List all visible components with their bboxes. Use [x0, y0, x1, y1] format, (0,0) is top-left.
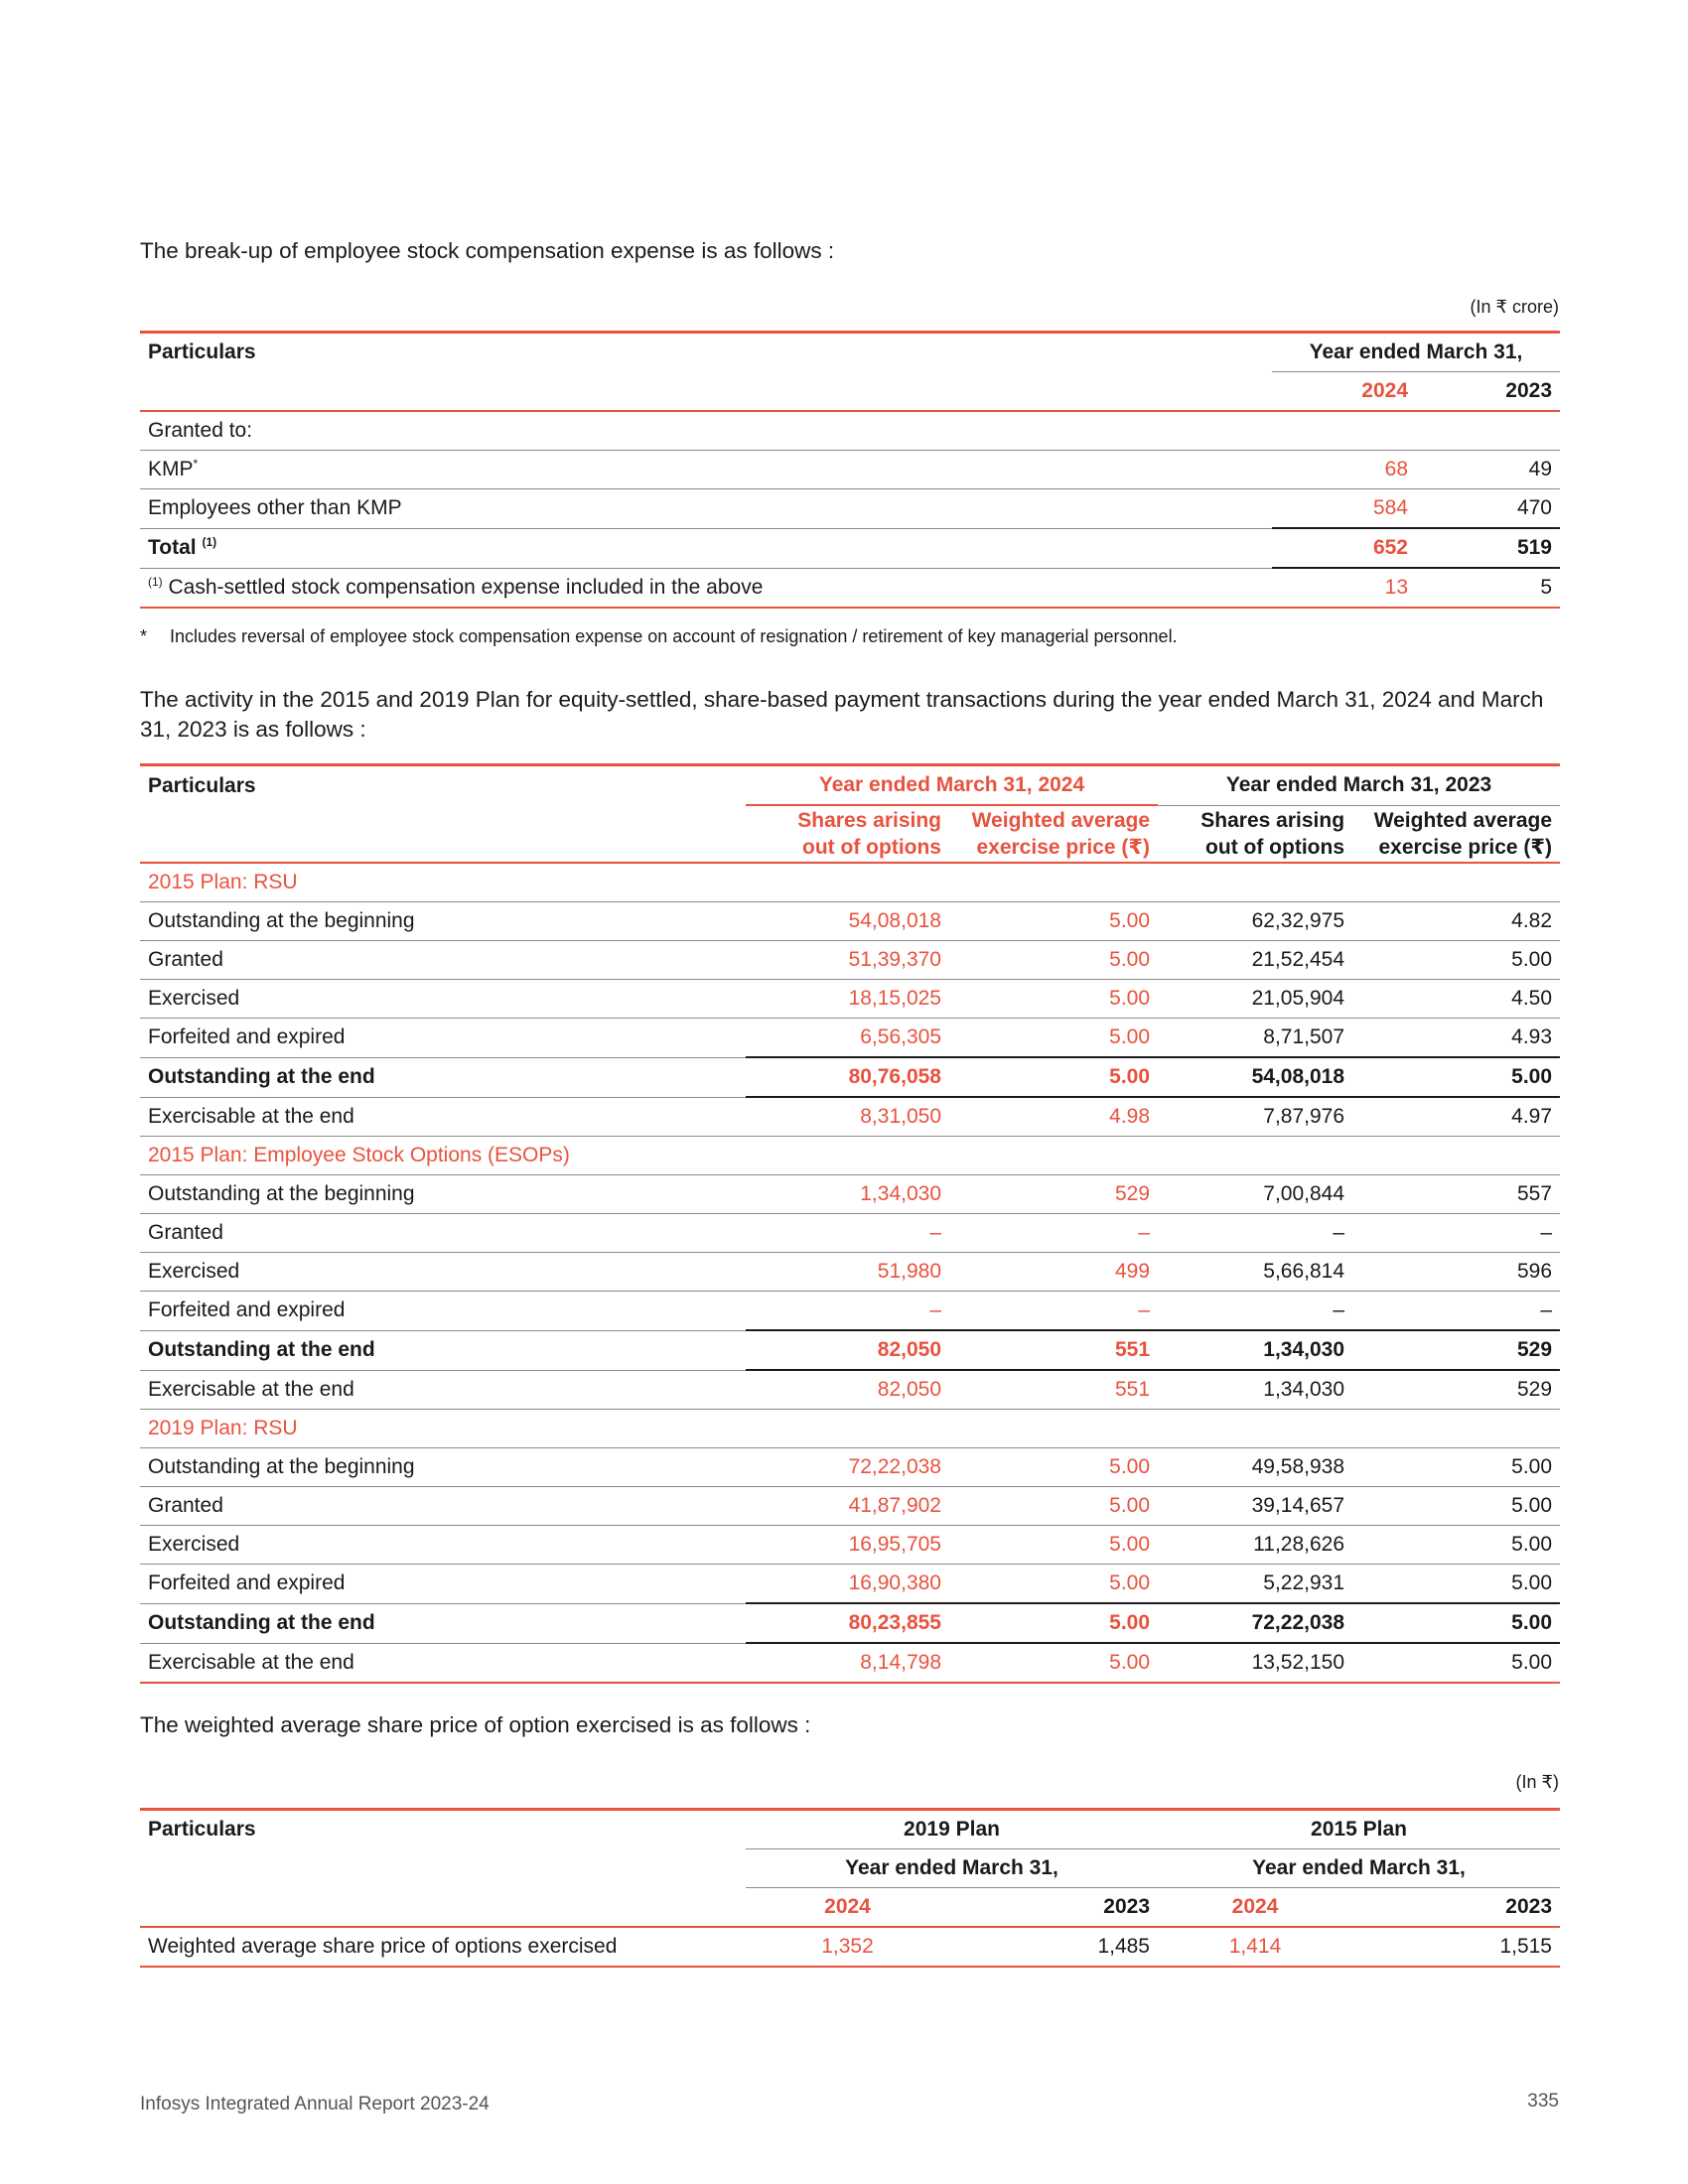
report-title-footer: Infosys Integrated Annual Report 2023-24 — [140, 2094, 490, 2115]
price-2024-value: 5.00 — [949, 1565, 1158, 1604]
total-row — [140, 1057, 1560, 1097]
row-label: Granted — [140, 941, 746, 980]
price-2024-value: 5.00 — [949, 980, 1158, 1019]
table-header-row — [140, 333, 1560, 372]
plan-2019-header: 2019 Plan — [746, 1810, 1158, 1849]
table-row — [140, 980, 1560, 1019]
plan-2015-header: 2015 Plan — [1158, 1810, 1560, 1849]
table-row — [140, 941, 1560, 980]
price-2023-value: 5.00 — [1352, 1057, 1560, 1097]
row-label: Granted — [140, 1214, 746, 1253]
footnote-marker: (1) — [202, 535, 217, 549]
shares-2023-value: 21,05,904 — [1158, 980, 1352, 1019]
price-2023-value: 5.00 — [1352, 1603, 1560, 1643]
particulars-header: Particulars — [140, 333, 1272, 372]
shares-2023-value: 11,28,626 — [1158, 1526, 1352, 1565]
price-2024-header: Weighted average exercise price (₹) — [949, 805, 1158, 863]
shares-2024-value: – — [746, 1292, 949, 1331]
price-2024-value: 5.00 — [949, 902, 1158, 941]
footnote-marker: (1) — [148, 574, 163, 589]
total-row — [140, 1603, 1560, 1643]
shares-2024-value: 18,15,025 — [746, 980, 949, 1019]
row-label: Forfeited and expired — [140, 1565, 746, 1604]
shares-2024-header: Shares arising out of options — [746, 805, 949, 863]
shares-2023-value: 13,52,150 — [1158, 1643, 1352, 1683]
shares-2023-header: Shares arising out of options — [1158, 805, 1352, 863]
year-group-header: Year ended March 31, — [1272, 333, 1560, 372]
year-2024-header: 2024 — [1272, 372, 1416, 412]
footnote: * Includes reversal of employee stock compensation expense on account of resignation / retirement of key managerial personnel. — [140, 626, 1178, 646]
price-2023-value: 4.93 — [1352, 1019, 1560, 1058]
value-2023: 5 — [1416, 568, 1560, 608]
price-2024-value: 5.00 — [949, 1019, 1158, 1058]
stock-comp-intro: The break-up of employee stock compensation expense is as follows : — [140, 238, 835, 263]
particulars-header: Particulars — [140, 1810, 746, 1849]
table-row — [140, 1448, 1560, 1487]
plan-section-title: 2015 Plan: Employee Stock Options (ESOPs) — [140, 1137, 1560, 1175]
row-label: Exercised — [140, 1526, 746, 1565]
price-2024-value: 5.00 — [949, 1487, 1158, 1526]
total-row — [140, 1330, 1560, 1370]
price-2023-value: 5.00 — [1352, 941, 1560, 980]
price-2024-value: 5.00 — [949, 1057, 1158, 1097]
row-label: Exercised — [140, 1253, 746, 1292]
value-2024: 13 — [1272, 568, 1416, 608]
year-2023-header: 2023 — [1352, 1888, 1560, 1928]
price-2024-value: – — [949, 1292, 1158, 1331]
shares-2024-value: 80,76,058 — [746, 1057, 949, 1097]
shares-2024-value: 16,95,705 — [746, 1526, 949, 1565]
total-label: Total $^{(1)}$ — [140, 528, 1272, 568]
row-label: Outstanding at the end — [140, 1057, 746, 1097]
price-2023-value: 5.00 — [1352, 1526, 1560, 1565]
value-2023: 470 — [1416, 489, 1560, 529]
shares-2024-value: 51,980 — [746, 1253, 949, 1292]
share-price-intro: The weighted average share price of option exercised is as follows : — [140, 1712, 811, 1737]
plan-section-title: 2019 Plan: RSU — [140, 1410, 1560, 1448]
total-row — [140, 528, 1560, 568]
shares-2023-value: 1,34,030 — [1158, 1370, 1352, 1410]
price-2023-value: 557 — [1352, 1175, 1560, 1214]
shares-2023-value: 21,52,454 — [1158, 941, 1352, 980]
shares-2024-value: 1,34,030 — [746, 1175, 949, 1214]
shares-2024-value: 8,31,050 — [746, 1097, 949, 1137]
price-2023-value: 4.82 — [1352, 902, 1560, 941]
shares-2023-value: 54,08,018 — [1158, 1057, 1352, 1097]
shares-2023-value: 49,58,938 — [1158, 1448, 1352, 1487]
shares-2024-value: 16,90,380 — [746, 1565, 949, 1604]
row-label: Weighted average share price of options exercised — [140, 1927, 746, 1967]
table-row — [140, 451, 1560, 489]
table-header-row — [140, 372, 1560, 412]
total-2024: 652 — [1272, 528, 1416, 568]
price-2023-value: 529 — [1352, 1330, 1560, 1370]
price-2023-value: 596 — [1352, 1253, 1560, 1292]
table-row — [140, 902, 1560, 941]
year-2023-group-header: Year ended March 31, 2023 — [1158, 765, 1560, 806]
row-label: Employees other than KMP — [140, 489, 1272, 529]
shares-2024-value: 80,23,855 — [746, 1603, 949, 1643]
price-2024-value: 4.98 — [949, 1097, 1158, 1137]
price-2023-header: Weighted average exercise price (₹) — [1352, 805, 1560, 863]
shares-2023-value: 7,87,976 — [1158, 1097, 1352, 1137]
row-label: Outstanding at the end — [140, 1330, 746, 1370]
table-row — [140, 1370, 1560, 1410]
price-2024-value: 529 — [949, 1175, 1158, 1214]
price-2024-value: 551 — [949, 1330, 1158, 1370]
shares-2023-value: 8,71,507 — [1158, 1019, 1352, 1058]
plan-section-title: 2015 Plan: RSU — [140, 863, 1560, 902]
year-group-header: Year ended March 31, — [1158, 1849, 1560, 1888]
plan-2019-2023-value: 1,485 — [949, 1927, 1158, 1967]
table-header-row — [140, 765, 1560, 806]
table-row — [140, 1019, 1560, 1058]
table-row — [140, 1565, 1560, 1604]
row-label: Exercised — [140, 980, 746, 1019]
year-group-header: Year ended March 31, — [746, 1849, 1158, 1888]
activity-table — [140, 763, 1560, 1684]
footnote-marker: * — [193, 457, 199, 471]
row-label: $^{(1)}$ Cash-settled stock compensation expense included in the above — [140, 568, 1272, 608]
stock-comp-unit: (In ₹ crore) — [1470, 297, 1559, 317]
shares-2024-value: 6,56,305 — [746, 1019, 949, 1058]
value-2024: 68 — [1272, 451, 1416, 489]
page-number: 335 — [1527, 2091, 1559, 2112]
row-label: Outstanding at the beginning — [140, 1448, 746, 1487]
year-2024-header: 2024 — [746, 1888, 949, 1928]
row-label: Outstanding at the beginning — [140, 1175, 746, 1214]
share-price-unit: (In ₹) — [1515, 1772, 1559, 1792]
shares-2023-value: 7,00,844 — [1158, 1175, 1352, 1214]
table-row — [140, 489, 1560, 529]
plan-2015-2023-value: 1,515 — [1352, 1927, 1560, 1967]
year-2023-header: 2023 — [1416, 372, 1560, 412]
table-row — [140, 568, 1560, 608]
table-header-row — [140, 805, 1560, 863]
table-row — [140, 1292, 1560, 1331]
table-row — [140, 1175, 1560, 1214]
year-2023-header: 2023 — [949, 1888, 1158, 1928]
shares-2023-value: 62,32,975 — [1158, 902, 1352, 941]
price-2024-value: 5.00 — [949, 1603, 1158, 1643]
row-label: Forfeited and expired — [140, 1292, 746, 1331]
value-2024: 584 — [1272, 489, 1416, 529]
price-2023-value: 5.00 — [1352, 1643, 1560, 1683]
stock-comp-table — [140, 331, 1560, 609]
year-2024-header: 2024 — [1158, 1888, 1352, 1928]
plan-2019-2024-value: 1,352 — [746, 1927, 949, 1967]
shares-2023-value: 1,34,030 — [1158, 1330, 1352, 1370]
price-2023-value: 5.00 — [1352, 1448, 1560, 1487]
table-row — [140, 1487, 1560, 1526]
table-row — [140, 1526, 1560, 1565]
price-2024-value: – — [949, 1214, 1158, 1253]
share-price-table — [140, 1808, 1560, 1968]
row-label: Exercisable at the end — [140, 1370, 746, 1410]
price-2024-value: 5.00 — [949, 1448, 1158, 1487]
price-2024-value: 5.00 — [949, 1643, 1158, 1683]
price-2023-value: 529 — [1352, 1370, 1560, 1410]
plan-section-row — [140, 1410, 1560, 1448]
price-2023-value: 5.00 — [1352, 1487, 1560, 1526]
price-2023-value: 5.00 — [1352, 1565, 1560, 1604]
granted-to-label: Granted to: — [140, 411, 1272, 451]
row-label: Forfeited and expired — [140, 1019, 746, 1058]
shares-2024-value: 41,87,902 — [746, 1487, 949, 1526]
price-2023-value: 4.50 — [1352, 980, 1560, 1019]
plan-section-row — [140, 863, 1560, 902]
total-2023: 519 — [1416, 528, 1560, 568]
row-label: Exercisable at the end — [140, 1097, 746, 1137]
shares-2024-value: 72,22,038 — [746, 1448, 949, 1487]
table-row — [140, 1643, 1560, 1683]
shares-2023-value: 5,66,814 — [1158, 1253, 1352, 1292]
price-2023-value: – — [1352, 1214, 1560, 1253]
shares-2024-value: 51,39,370 — [746, 941, 949, 980]
row-label: Exercisable at the end — [140, 1643, 746, 1683]
row-label: KMP* — [140, 451, 1272, 489]
table-header-row — [140, 1849, 1560, 1888]
table-header-row — [140, 1888, 1560, 1928]
shares-2024-value: 54,08,018 — [746, 902, 949, 941]
table-row — [140, 1253, 1560, 1292]
value-2023: 49 — [1416, 451, 1560, 489]
row-label: Outstanding at the end — [140, 1603, 746, 1643]
table-row — [140, 1097, 1560, 1137]
table-header-row — [140, 1810, 1560, 1849]
plan-2015-2024-value: 1,414 — [1158, 1927, 1352, 1967]
price-2023-value: 4.97 — [1352, 1097, 1560, 1137]
shares-2024-value: – — [746, 1214, 949, 1253]
shares-2023-value: 39,14,657 — [1158, 1487, 1352, 1526]
price-2023-value: – — [1352, 1292, 1560, 1331]
row-label: Outstanding at the beginning — [140, 902, 746, 941]
year-2024-group-header: Year ended March 31, 2024 — [746, 765, 1158, 806]
table-row — [140, 1214, 1560, 1253]
table-row — [140, 1927, 1560, 1967]
particulars-header: Particulars — [140, 765, 746, 806]
shares-2024-value: 82,050 — [746, 1330, 949, 1370]
table-row — [140, 411, 1560, 451]
activity-intro: The activity in the 2015 and 2019 Plan for equity-settled, share-based payment transactions during the year ended March 31, 2024 and March 31, 2023 is as follows : — [140, 687, 1544, 742]
plan-section-row — [140, 1137, 1560, 1175]
shares-2023-value: 72,22,038 — [1158, 1603, 1352, 1643]
price-2024-value: 5.00 — [949, 941, 1158, 980]
row-label: Granted — [140, 1487, 746, 1526]
shares-2024-value: 82,050 — [746, 1370, 949, 1410]
price-2024-value: 551 — [949, 1370, 1158, 1410]
shares-2024-value: 8,14,798 — [746, 1643, 949, 1683]
price-2024-value: 5.00 — [949, 1526, 1158, 1565]
shares-2023-value: – — [1158, 1292, 1352, 1331]
shares-2023-value: 5,22,931 — [1158, 1565, 1352, 1604]
price-2024-value: 499 — [949, 1253, 1158, 1292]
shares-2023-value: – — [1158, 1214, 1352, 1253]
